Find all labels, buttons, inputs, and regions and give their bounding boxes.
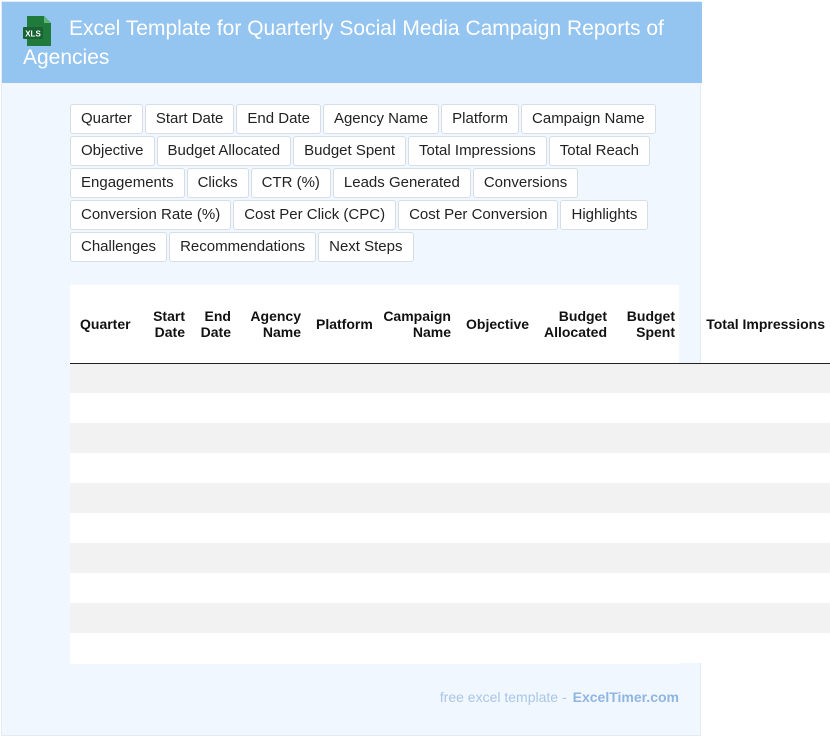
table-cell[interactable] [190,543,236,573]
table-row [70,573,830,603]
table-body [70,363,830,663]
table-cell[interactable] [142,483,190,513]
table-cell[interactable] [532,633,612,663]
table-cell[interactable] [70,453,142,483]
table-cell[interactable] [306,633,378,663]
table-cell[interactable] [456,543,532,573]
table-cell[interactable] [378,633,456,663]
table-cell[interactable] [378,363,456,393]
table-cell[interactable] [456,603,532,633]
table-cell[interactable] [70,483,142,513]
table-cell[interactable] [190,453,236,483]
footer-brand-link[interactable]: ExcelTimer.com [572,689,679,705]
table-cell[interactable] [70,423,142,453]
table-cell[interactable] [142,363,190,393]
table-row [70,513,830,543]
table-cell[interactable] [612,573,680,603]
table-cell[interactable] [612,363,680,393]
field-chip: Next Steps [318,232,413,262]
svg-text:XLS: XLS [25,29,41,39]
table-cell[interactable] [70,603,142,633]
table-cell[interactable] [456,483,532,513]
table-cell[interactable] [532,423,612,453]
table-cell[interactable] [378,513,456,543]
field-chip: Budget Spent [293,136,406,166]
field-chip: Conversions [473,168,578,198]
column-header: Objective [456,285,532,363]
table-cell[interactable] [190,603,236,633]
table-cell[interactable] [236,573,306,603]
field-chip: Quarter [70,104,143,134]
table-cell[interactable] [456,453,532,483]
table-cell[interactable] [306,543,378,573]
column-header: End Date [190,285,236,363]
table-cell[interactable] [532,573,612,603]
table-row [70,393,830,423]
table-cell[interactable] [378,543,456,573]
field-chip: Agency Name [323,104,439,134]
table-cell[interactable] [142,513,190,543]
table-cell[interactable] [532,543,612,573]
table-cell[interactable] [306,453,378,483]
table-cell[interactable] [236,363,306,393]
table-cell[interactable] [456,633,532,663]
table-cell[interactable] [142,543,190,573]
table-cell[interactable] [680,633,830,663]
template-card [1,1,825,736]
table-row [70,423,830,453]
table-cell[interactable] [532,483,612,513]
table-cell[interactable] [190,483,236,513]
table-row [70,363,830,393]
table-cell[interactable] [190,363,236,393]
table-row [70,633,830,663]
table-cell[interactable] [532,393,612,423]
table-cell[interactable] [378,453,456,483]
table-cell[interactable] [306,393,378,423]
table-cell[interactable] [456,573,532,603]
table-cell[interactable] [680,603,830,633]
table-cell[interactable] [142,423,190,453]
field-chip: Budget Allocated [157,136,292,166]
field-chip: CTR (%) [251,168,331,198]
table-cell[interactable] [680,543,830,573]
field-chip: Clicks [187,168,249,198]
table-cell[interactable] [680,423,830,453]
table-cell[interactable] [612,483,680,513]
field-chip: Engagements [70,168,185,198]
table-cell[interactable] [236,483,306,513]
table-cell[interactable] [70,573,142,603]
table-row [70,453,830,483]
field-chip: Cost Per Click (CPC) [233,200,396,230]
table-cell[interactable] [680,513,830,543]
table-cell[interactable] [236,513,306,543]
field-chip: Highlights [560,200,648,230]
table-cell[interactable] [680,573,830,603]
column-header: Platform [306,285,378,363]
field-chip: Total Impressions [408,136,547,166]
column-header: Budget Allocated [532,285,612,363]
table-cell[interactable] [142,393,190,423]
table-cell[interactable] [190,633,236,663]
table-cell[interactable] [236,453,306,483]
table-cell[interactable] [142,573,190,603]
field-chip: Start Date [145,104,235,134]
table-cell[interactable] [612,543,680,573]
table-cell[interactable] [680,453,830,483]
table-cell[interactable] [612,513,680,543]
field-chip: Recommendations [169,232,316,262]
header-banner [2,2,702,83]
table-cell[interactable] [612,453,680,483]
field-chip: Cost Per Conversion [398,200,558,230]
table-cell[interactable] [680,363,830,393]
table-cell[interactable] [142,453,190,483]
table-cell[interactable] [190,393,236,423]
table-cell[interactable] [532,513,612,543]
table-cell[interactable] [70,393,142,423]
table-row [70,543,830,573]
table-row [70,603,830,633]
table-cell[interactable] [532,603,612,633]
table-cell[interactable] [306,423,378,453]
table-cell[interactable] [142,633,190,663]
table-cell[interactable] [612,423,680,453]
table-cell[interactable] [532,363,612,393]
column-header: Total Impressions [680,285,830,363]
field-chip: Campaign Name [521,104,656,134]
table-container[interactable] [70,285,825,664]
table-cell[interactable] [142,603,190,633]
table-cell[interactable] [306,603,378,633]
table-cell[interactable] [378,573,456,603]
column-header: Agency Name [236,285,306,363]
field-chip: Total Reach [549,136,650,166]
table-cell[interactable] [306,513,378,543]
field-chip: Challenges [70,232,167,262]
table-cell[interactable] [680,483,830,513]
table-cell[interactable] [70,363,142,393]
table-cell[interactable] [378,603,456,633]
table-row [70,483,830,513]
data-table [70,285,830,663]
column-header: Campaign Name [378,285,456,363]
table-cell[interactable] [236,603,306,633]
footer [440,689,679,705]
table-cell[interactable] [70,513,142,543]
table-cell[interactable] [612,633,680,663]
table-cell[interactable] [236,393,306,423]
table-cell[interactable] [190,573,236,603]
column-header: Start Date [142,285,190,363]
table-cell[interactable] [70,543,142,573]
table-cell[interactable] [456,423,532,453]
table-cell[interactable] [236,423,306,453]
table-cell[interactable] [680,393,830,423]
table-cell[interactable] [306,483,378,513]
column-header: Budget Spent [612,285,680,363]
column-header: Quarter [70,285,142,363]
table-cell[interactable] [236,633,306,663]
field-chip-list [70,104,670,264]
table-cell[interactable] [306,573,378,603]
field-chip: End Date [236,104,321,134]
field-chip: Objective [70,136,155,166]
page-title: Excel Template for Quarterly Social Media Campaign Reports of Agencies [23,17,664,69]
table-header-row [70,285,830,363]
table-cell[interactable] [456,363,532,393]
table-cell[interactable] [612,393,680,423]
table-cell[interactable] [378,393,456,423]
field-chip: Conversion Rate (%) [70,200,231,230]
table-cell[interactable] [456,393,532,423]
table-cell[interactable] [306,363,378,393]
table-cell[interactable] [456,513,532,543]
field-chip: Leads Generated [333,168,471,198]
table-cell[interactable] [532,453,612,483]
table-cell[interactable] [612,603,680,633]
table-cell[interactable] [190,423,236,453]
field-chip: Platform [441,104,519,134]
table-cell[interactable] [70,633,142,663]
table-cell[interactable] [378,423,456,453]
table-cell[interactable] [236,543,306,573]
footer-text: free excel template - [439,689,567,705]
table-cell[interactable] [378,483,456,513]
table-cell[interactable] [190,513,236,543]
